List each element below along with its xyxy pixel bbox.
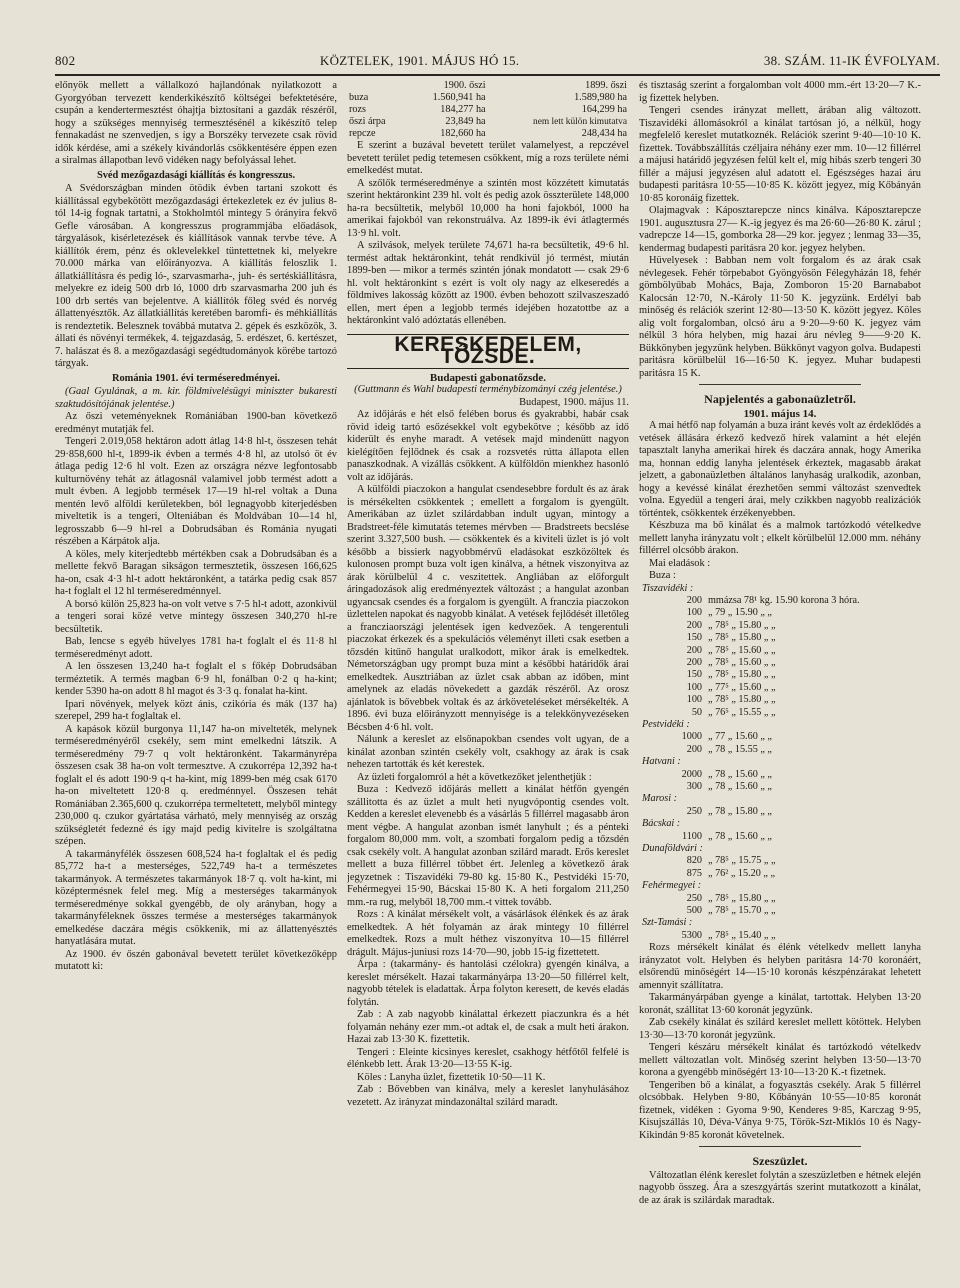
table-cell: őszi árpa <box>349 116 386 127</box>
paragraph: A borsó külön 25,823 ha-on volt vetve s 7·5 hl-t adott, azonkivül a tengeri sorai közé vetve mintegy összesen 340,270 hl-re becsültetik. <box>55 598 337 635</box>
quantity-cell: 1000 <box>681 731 702 743</box>
subsection-title: Budapesti gabonatőzsde. <box>429 371 547 384</box>
price-cell: „ 78⁵ „ 15.80 „ „ <box>708 632 776 644</box>
paragraph: Olajmagvak : Káposztarepcze nincs kinálva. Káposztarepcze 1901. augusztusra 27— K.-ig jegyez és ma 26·60—26·80 K. zárul ; vadrepcze 14—15, gomborka 28—29 kor. jegyez ; lenmag 33—35, kendermag budapesti paritásra 20 kor. jegyez helyben. <box>639 205 921 254</box>
region-label: Bácskai : <box>642 818 681 830</box>
table-row <box>347 128 629 140</box>
paragraph: Tengeriben bő a kinálat, a fogyasztás csekély. Arak 5 fillérrel olcsóbbak. Helyben 9·80, Kőbányán 10·55—10·85 koronát fizetnek, vidéken : Gyoma 9·90, Kenderes 9·85, Karczag 9·95, Kisujszállás 10, Déva-Ványa 9·75, Török-Szt-Miklós 10 és Nagy-Kikindán 9·85 koronát követelnek. <box>639 1079 921 1141</box>
paragraph: és tisztaság szerint a forgalomban volt 4000 mm.-ért 13·20—7 K.-ig fizettek helyben. <box>639 80 921 104</box>
region-row <box>639 719 921 731</box>
price-cell: „ 76² „ 15.20 „ „ <box>708 867 775 879</box>
region-label: Hatvani : <box>642 756 681 768</box>
price-cell: „ 78⁵ „ 15.80 „ „ <box>708 619 776 631</box>
price-cell: „ 79 „ 15.90 „ „ <box>708 607 772 619</box>
price-cell: „ 78⁵ „ 15.60 „ „ <box>708 656 776 668</box>
column-1 <box>55 80 337 1278</box>
paragraph: Tengeri csendes irányzat mellett, árában alig változott. Tiszavidéki állomásokról a kinálat tartósan jó, a nélkül, hogy megfelelő kereslet mutatkoznék. Relációk szerint 9·40—10·10 K. fizettek. Továbbszállítás czéljaira néhány ezer mm. 10—12 fillérrel a májusi határidő jegyzésen felül kelt el, míg hibás szerb tengeri 30 fillér a májusi jegyzésen alul adatott el. Egészséges hazai áru budapesti paritásra 10·55—10·85 K. között jegyez, míg Kőbányán 10·85 koronáig fizettek. <box>639 105 921 204</box>
region-label: Tiszavidéki : <box>642 582 694 594</box>
quantity-cell: 300 <box>686 781 702 792</box>
section-heading: Svéd mezőgazdasági kiállítás és kongresszus. <box>96 169 296 181</box>
region-row <box>639 880 921 892</box>
paragraph: A köles, mely kiterjedtebb mértékben csak a Dobrudsában és a mellette fekvő Baragan sikságon termesztetik, összesen 166,625 ha-on, csak 4·3 hl-t adott hektáronként, a tatárka pedig csak 857 ha-t foglalt el 12 hl terméseredménnyel. <box>55 548 337 597</box>
table-row <box>639 607 921 619</box>
paragraph: E szerint a buzával bevetett terület valamelyest, a repczével bevetett terület pedig tetemesen csökkent, míg a rozs területe némi emelkedést mutat. <box>347 140 629 176</box>
price-cell: „ 78⁵ „ 15.80 „ „ <box>708 694 776 706</box>
table-header-row <box>347 80 629 92</box>
paragraph: Mai eladások : <box>649 557 711 569</box>
region-label: Dunaföldvári : <box>642 843 703 855</box>
region-row <box>639 756 921 768</box>
table-cell: 1.589,980 ha <box>574 92 627 103</box>
quantity-cell: 200 <box>686 619 702 631</box>
table-row <box>639 893 921 905</box>
table-row <box>639 707 921 719</box>
paragraph: A len összesen 13,240 ha-t foglalt el s főkép Dobrudsában terméztetik. A termés magban 6·9 hl, fonálban 0·2 q ha-kint; kender 5390 ha-on adott 8 hl magot és 3·3 q. fonalat ha-kint. <box>55 661 337 697</box>
paragraph: előnyök mellett a vállalkozó hajlandónak nyilatkozott a Gyorgyóban tervezett kenderkikészítő költségei befektetésére, csupán a kendertermesztést óhajtja biztosítani a gazdák részéről, hogy a szükséges mennyiség termesztésénél a kikészítő telep fennakadást ne szenvedjen, s így a Borszéky tervezete csak rövid idők kérdése, ami a székely kivándorlás csökkentésére éppen ezen a siralmas állapotban levő vidéken nagy befolyással lehet. <box>55 80 337 166</box>
section-heading: Szeszüzlet. <box>752 1154 808 1169</box>
region-label: Fehérmegyei : <box>642 880 702 892</box>
paragraph: Tengeri : Eleinte kicsinyes kereslet, csakhogy hétfőtől felfelé is élénkebb lett. Árak 13·20—13·55 K-ig. <box>347 1046 629 1070</box>
price-cell: „ 78⁵ „ 15.70 „ „ <box>708 905 776 917</box>
paragraph: Ipari növények, melyek közt ánis, czikória és mák (137 ha) szerepel, 299 ha-t foglaltak el. <box>55 698 337 722</box>
paragraph: Zab : A zab nagyobb kinálattal érkezett piaczunkra és a hét folyamán nehány ezer mm.-ot adtak el, de csak a mult heti árakon. Hazai zab 13·30 K. fizettetik. <box>347 1009 629 1045</box>
table-row <box>639 731 921 743</box>
table-header: 1899. őszi <box>585 80 627 91</box>
paragraph: A takarmányfélék összesen 608,524 ha-t foglaltak el és pedig 85,772 ha-t a mesterséges, 522,749 ha-t a természetes takarmányok. A természetes takarmányok 18·7 q. volt ha-kint, mi középtermésnek felel meg. Míg a mesterséges takarmányok terméseredménye sokkal gyengébb, de oly arányban, hogy a takarmányféleknek összes termése a mesterséges takarmányok emelkedése daczára mégis csökkenik, mi az állattenyésztés hanyatlására mutat. <box>55 848 337 947</box>
paragraph: Változatlan élénk kereslet folytán a szeszüzletben e hétnek elején nagyobb összeg. Ára a szeszgyártás szerint mutatkozott a kinálat, de az árak is szilárdak maradtak. <box>639 1169 921 1206</box>
price-cell: „ 78⁵ „ 15.80 „ „ <box>708 892 776 904</box>
paragraph: Buza : Kedvező időjárás mellett a kinálat hétfőn gyengén szállitotta és az üzlet a mult heti nyugvópontig csendes volt. Kedden a kereslet elevenebb és a vásárlás 5 fillérrel magasabb áron ment végbe. A hangulat azonban ismét lanyhult ; és a pénteki forgalom 80,000 mm. volt, a szombati forgalom pedig a tőzsdén csak csekély volt. A hangulat azonban szilárd maradt. Erős kereslet mellett a buza fillérrel többet ért. Jelenleg a következő árak jegyzetnek : Tiszavidéki 79-80 kg. 15·80 K., Pestvidéki 15·70, Fehérmegyei 15·90, Bácskai 15·80 K. A heti forgalom 211,250 mm.-ra rug, melyből 18,700 mm.-t vittek tovább. <box>347 784 629 908</box>
paragraph: Az 1900. év őszén gabonával bevetett terület következőképp mutatott ki: <box>55 948 337 972</box>
region-row <box>639 583 921 595</box>
quantity-cell: 1100 <box>682 830 702 842</box>
table-row <box>639 595 921 607</box>
paragraph: Takarmányárpában gyenge a kinálat, tartottak. Helyben 13·20 koronát, szállítat 13·60 koronát jegyzünk. <box>639 992 921 1016</box>
region-row <box>639 917 921 929</box>
price-cell: „ 78⁵ „ 15.60 „ „ <box>708 644 776 656</box>
table-row <box>639 868 921 880</box>
paragraph: A Svédországban minden ötödik évben tartani szokott és kiállítással egybekötött mezőgazdasági értekezletek ez év julius 8-tól 14-ig fognak tartatni, a Stokholmtól mintegy 5 órányira fekvő Gefle városában. A kongresszus programmjába előadások, tárgyalások, kisérletezések és kiállítások vannak tervbe téve. A kiállítók érem, pénz és oklevelekkel tüntettetnek ki, melyekre 70.000 márka van előirányozva. A kiállítás feloszlik 1. állatkiállításra és pedig ló-, szarvasmarha-, juh- és sertéskiállításra, melyekre ez ideig 500 drb ló, 1000 drb szarvasmarha 200 juh és 100 drb sertés van bejelentve. A kiállítók főleg svéd és norvég állattenyésztők. Az állatkiállítás keretében baromfi- és méhkiállítás is rendeztetik. Belesznek továbbá mutatva 2. gépek és eszközök, 3. állati és növényi termékek, 4. tejgazdaság, 5. erdészet, 6. kertészet, 7. halászat és 8. a mezőgazdasági segédtudományok körébe tartozó tárgyak. <box>55 183 337 369</box>
dateline: Budapest, 1900. május 11. <box>519 396 629 408</box>
column-3 <box>639 80 921 1278</box>
table-row <box>639 744 921 756</box>
table-row <box>639 632 921 644</box>
price-cell: mmázsa 78¹ kg. 15.90 korona 3 hóra. <box>708 594 860 606</box>
price-cell: „ 78 „ 15.60 „ „ <box>708 830 772 842</box>
table-row <box>639 620 921 632</box>
quantity-cell: 875 <box>686 867 702 879</box>
table-row <box>639 905 921 917</box>
paragraph: Zab csekély kinálat és szilárd kereslet mellett kötöttek. Helyben 13·30—13·70 koronát jegyzünk. <box>639 1017 921 1041</box>
table-cell: 182,660 ha <box>440 128 486 139</box>
price-cell: „ 78 „ 15.55 „ „ <box>708 743 772 755</box>
divider <box>699 1146 861 1147</box>
table-row <box>639 682 921 694</box>
price-cell: „ 76⁵ „ 15.55 „ „ <box>708 706 776 718</box>
page-number: 802 <box>55 53 76 68</box>
table-row <box>639 694 921 706</box>
paragraph: Zab : Bővebben van kinálva, mely a kereslet lanyhulásához vezetett. Az irányzat mindazonáltal szilárd maradt. <box>347 1084 629 1108</box>
quantity-cell: 200 <box>686 644 702 656</box>
paragraph: Bab, lencse s egyéb hüvelyes 1781 ha-t foglalt el és 11·8 hl terméseredményt adott. <box>55 636 337 660</box>
quantity-cell: 100 <box>686 694 702 706</box>
paragraph: A mai hétfő nap folyamán a buza iránt kevés volt az érdeklődés a vetések állására érkező kedvező hírek valamint a hét elején tapasztalt lanyha amerikai hírek és daczára annak, hogy Amerika ma, honnan eddig lanyha jelentések érkeztek, magasabb árakat jelzett, a gabonaüzletben általános lanyhaság uralkodik, azonban, hogy a kevéssé kinálat érezhetően semmi változást szenvedtek volna. Egyedül a tengeri árai, mely czikkben nagyobb realizációk történtek, csökkentek érzékenyebben. <box>639 420 921 519</box>
columns <box>55 80 940 1278</box>
paragraph: A szőlők terméseredménye a szintén most közzétett kimutatás szerint hektáronkint 239 hl. volt és pedig azok összterülete 148,000 ha-ra becsültetik, melyből 10,000 ha honi fajokból, 1000 ha amerikai fajokból van rekonstruálva. Az 1899-ik évi átlagtermés 13·9 hl. volt. <box>347 177 629 239</box>
quantity-cell: 100 <box>686 607 702 619</box>
paragraph: Nálunk a kereslet az elsőnapokban csendes volt ugyan, de a kinálat azonban szintén csekély volt, csakhogy az árak is csak nehezen tartották és két kerestek. <box>347 734 629 770</box>
section-heading: Napjelentés a gabonaüzletről. <box>704 392 856 406</box>
quantity-cell: 5300 <box>681 929 702 941</box>
table-cell: 23,849 ha <box>445 116 486 127</box>
journal-title: KÖZTELEK, 1901. MÁJUS HÓ 15. <box>319 53 520 68</box>
table-row <box>639 769 921 781</box>
quantity-cell: 820 <box>686 855 702 867</box>
paragraph: Készbuza ma bő kinálat és a malmok tartózkodó vételkedve mellett lanyha irányzatu volt ; elkelt körülbelül 12.000 mm. néhány fillérrel olcsóbb árakon. <box>639 520 921 556</box>
price-cell: „ 78 „ 15.80 „ „ <box>708 805 772 817</box>
table-row <box>639 806 921 818</box>
table-row <box>639 781 921 793</box>
paragraph: Árpa : (takarmány- és hantolási czélokra) gyengén kinálva, a kereslet mérsékelt. Hazai takarmányárpa 13·20—50 fillérrel kelt, nagyobb tételek is eladattak. Árpa folyton keresett, de kevés eladás folytán. <box>347 959 629 1008</box>
region-row <box>639 818 921 830</box>
quantity-cell: 250 <box>686 805 702 817</box>
section-date: 1901. május 14. <box>743 407 817 420</box>
table-row <box>639 855 921 867</box>
table-row <box>347 104 629 116</box>
region-label: Marosi : <box>642 793 677 805</box>
quantity-cell: 100 <box>686 681 702 693</box>
price-cell: „ 78⁵ „ 15.80 „ „ <box>708 669 776 681</box>
paragraph: A kapások közül burgonya 11,147 ha-on mivelteték, melynek terméseredményéről csekély, sem mint emelkedni látszik. A terméseredmény 79·7 q volt hektáronként. Takarmányrépa összesen csak 38 ha-on volt termesztve. A czukorrépa 12,392 ha-t foglalt el és adott 190·9 q-t ha-kint, míg 1899-ben még csak 6170 ha-on miveltetett 120·8 q. eredménnyel. Összesen tehát Romániában 2.365,600 q. czukorrépa termeltetett, melyből mintegy 230,000 q. czukor gyártatása várható, mely mennyiség az ország szükségletét fedezné és így majd pedig kivitelre is szolgáltatna szépen. <box>55 723 337 847</box>
table-header: 1900. őszi <box>443 80 486 91</box>
quantity-cell: 150 <box>686 669 702 681</box>
paragraph: Tengeri készáru mérsékelt kinálat és tartózkodó vételkedv mellett változatlan volt. Minőség szerint helyben 13·50—13·70 korona a gyengébb minőségért 13·10—13·20 K.-t fizetnek. <box>639 1042 921 1079</box>
issue-info: 38. SZÁM. 11-IK ÉVFOLYAM. <box>763 53 940 68</box>
price-cell: „ 78⁵ „ 15.40 „ „ <box>708 929 776 941</box>
report-source: (Guttmann és Wahl budapesti terménybizományi czég jelentése.) <box>354 384 622 395</box>
table-row <box>639 930 921 942</box>
region-row <box>639 793 921 805</box>
paragraph: Rozs mérsékelt kinálat és élénk vételkedv mellett lanyha irányzatot volt. Helyben és helyben paritásra 14·70 koronáért, elsőrendü minőségért 14—15·10 koronás készpénzárakat lehetett amennyit szállítatra. <box>639 942 921 991</box>
paragraph: A szilvások, melyek területe 74,671 ha-ra becsültetik, 49·6 hl. termést adtak hektáronkint, tehát rendkivül jó termést, miután 1899-ben — mikor a termés szintén jónak mondatott — csak 29·6 hl. volt hektáronkint s ezért is volt oly nagy az elkeseredés a földmives lakosság között az 1900. évben behozott szilvaszeszadó ellen, mert épen a legjobb termés idejében hozatottbe az a hektáronkint való adóztatás ellenében. <box>347 240 629 326</box>
paragraph: Az üzleti forgalomról a hét a következőket jelenthetjük : <box>357 771 592 783</box>
paragraph: Köles : Lanyha üzlet, fizettetik 10·50—11 K. <box>357 1071 546 1083</box>
table-cell: 1.560,941 ha <box>432 92 486 103</box>
paragraph: Hüvelyesek : Babban nem volt forgalom és az árak csak névlegesek. Fehér törpebabot Gyöngyösön Félegyházán 18, fehér gömbölyűbab Mohács, Baja, Zomboron 15·20 Barnababot Kalocsán 12·70, N.-Károly 11·50 K. jegyzünk. Erdélyi bab minőség és relációk szerint 12·80—13·50 K. között jegyez. Köles alig volt forgalomban, olcsó áru a 9·20—9·60 K. jegyez vám nélkül 3 hóra helyben, mig hazai áru névleg 9——9·20 K. Bükkönyben jegyzünk helyben. Bükkönyt vagyon golva. Budapesti paritásra körülbelül 16—16·50 K. jegyez. Muhar budapesti paritásra 15 K. <box>639 255 921 379</box>
paragraph: Buza : <box>649 570 676 581</box>
table-cell: 164,299 ha <box>581 104 627 115</box>
paragraph: Rozs : A kinálat mérsékelt volt, a vásárlások élénkek és az árak emelkedtek. A hét folyamán az árak mintegy 10 fillérrel emelkedtek. Rozs a mult héthez viszonyítva 10—15 fillérrel drágult. Május-juniusi rozs 14·70—90, jobb 15-ig fizettetett. <box>347 909 629 958</box>
quantity-cell: 200 <box>686 594 702 606</box>
quantity-cell: 250 <box>686 892 702 904</box>
paragraph: (Gaal Gyulának, a m. kir. földmivelésügyi miniszter bukaresti szaktudósítójának jelentése.) <box>55 386 337 410</box>
table-cell: 184,277 ha <box>440 104 486 115</box>
price-cell: „ 78 „ 15.60 „ „ <box>708 768 772 780</box>
paragraph: Az őszi veteményeknek Romániában 1900-ban következő eredményt mutatják fel. <box>55 411 337 435</box>
table-cell: nem lett külön kimutatva <box>533 117 627 127</box>
quantity-cell: 50 <box>691 706 702 718</box>
table-row <box>639 657 921 669</box>
table-row <box>639 831 921 843</box>
table-cell: rozs <box>349 104 366 115</box>
region-label: Pestvidéki : <box>642 718 690 730</box>
table-row <box>347 92 629 104</box>
paragraph: A külföldi piaczokon a hangulat csendesebbre fordult és az árak is mérsékelten csökkentek ; emellett a forgalom is gyengült. Amerikában az üzlet szilárdabban indult ugyan, mintogy a Bradstreet-féle kimutatás tetemes mérvben — Bradstreets becslése szerint 3.327,500 bush. — csökkentek és a kiviteli üzlet is jó volt később a bissierk nagyobbmérvű eladásokat eszközöltek és kulonosen prompt buza volt igen kinálva, a hétnek viszonyitva az árak körülbelül 4 c. veszitettek. Angliában az előforgult áringadozások alig eredményeztek változást ; a hangulat azonban ugyancsak csendes és a forgalom is gyengült. A franczia piaczokon üzlettelen napokat és nagyobb kinálat. A vetések fejlődését illetőleg a francziaországi jelentések igen kedvezőek. A tengerentuli piaczokat érkezek és a spekulációs véleményt illeti csak esetben a tőzsdén kitűnő hangulat uralkodott, mikor árak is emelkedtek. Németországban ugy prompt buza mint a későbbi határidők árai emelkedtek. Ausztriában az üzlet csak abban az időben, mint amelynek az eladás növekedett a gazdák részéről. Az orosz ajánlatok is bővebbek voltak és az árköveteléseket mérsékelték. A 1896. évi buza előirányzott mennyisége is a telekkönyvezéseken Bécsben 4·6 hl. volt. <box>347 484 629 733</box>
price-cell: „ 77⁵ „ 15.60 „ „ <box>708 681 776 693</box>
paragraph: Az időjárás e hét első felében borus és gyakrabbi, habár csak rövid ideig tartó esőzésekkel volt egybekötve ; később az idő kiderült és enyhe maradt. A vetések majd mindenütt nagyon kielégítően fejlődnek és csak a rozsvetés rútta állapota ellen panaszkodnak. A vizállás csökkent. A külföldön mienkhez hasonló volt az időjárás. <box>347 409 629 483</box>
quantity-cell: 2000 <box>681 768 702 780</box>
table-cell: buza <box>349 92 369 103</box>
price-cell: „ 77 „ 15.60 „ „ <box>708 731 772 743</box>
table-cell: 248,434 ha <box>581 128 627 139</box>
table-row <box>639 669 921 681</box>
header-rule <box>55 74 940 76</box>
column-2 <box>347 80 629 1278</box>
page-header <box>55 50 940 72</box>
quantity-cell: 150 <box>686 632 702 644</box>
paragraph: Tengeri 2.019,058 hektáron adott átlag 14·8 hl-t, összesen tehát 29·858,600 hl-t, 1899-ik évben a termés 4·8 hl, az utolsó öt év átlaga pedig 12·6 hl volt. Ezen az országra nézve legfontosabb kulturnövény tehát az átlagosnál valamivel jobb termést adott a mult évben. A legjobb termések 17—19 hl-rel voltak a Duna mentén levő alföldi kerületekben, ból legnagyobb kiterjedésben miveltetik is a tengeri, Olteniában és Moldvában 10—14 hl, legrosszabb 6—9 hl-rel a Dobrudsában és Románia nyugati részében a Kárpátok alja. <box>55 436 337 547</box>
section-banner: KERESKEDELEM, TŐZSDE. <box>347 334 629 369</box>
section-heading: Románia 1901. évi terméseredményei. <box>111 372 281 384</box>
divider <box>699 384 861 385</box>
table-row <box>347 116 629 128</box>
quantity-cell: 200 <box>686 656 702 668</box>
table-cell: repcze <box>349 128 376 139</box>
sales-table <box>639 583 921 943</box>
region-row <box>639 843 921 855</box>
price-cell: „ 78⁵ „ 15.75 „ „ <box>708 855 776 867</box>
region-label: Szt-Tamási : <box>642 917 693 929</box>
area-table <box>347 80 629 140</box>
quantity-cell: 500 <box>686 905 702 917</box>
quantity-cell: 200 <box>686 743 702 755</box>
price-cell: „ 78 „ 15.60 „ „ <box>708 781 772 792</box>
table-row <box>639 645 921 657</box>
